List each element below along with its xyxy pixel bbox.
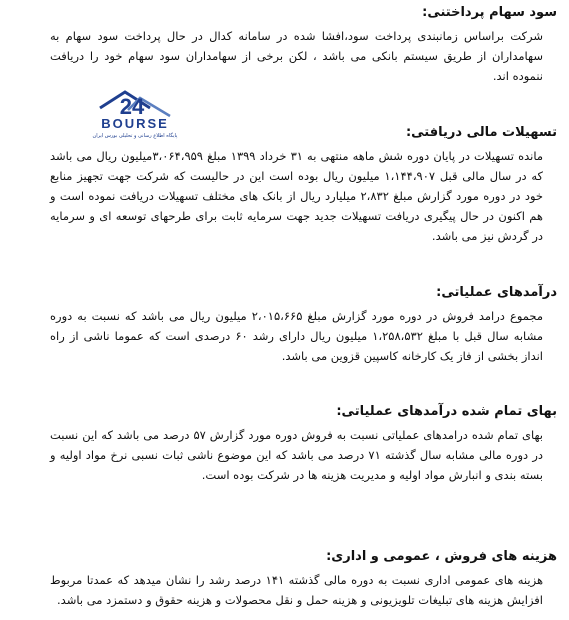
section-paragraph: مانده تسهیلات در پایان دوره شش ماهه منتهی به ۳۱ خرداد ۱۳۹۹ مبلغ ۳،۰۶۴،۹۵۹میلیون ریال می باشد که در سال مالی قبل ۱،۱۴۴،۹۰۷ میلیون ریال بوده است این در حالیست که شرکت جهت تجهیز منابع خود در دوره مورد گزارش مبلغ ۲،۸۳۲ میلیارد ریال از بانک های مختلف تسهیلات دریافت نموده است و هم اکنون در حال پیگیری دریافت تسهیلات جدید جهت سرمایه ثابت برای طرحهای توسعه ای و سرمایه در گردش نیز می باشد. — [50, 149, 543, 243]
section-heading: درآمدهای عملیاتی: — [436, 285, 557, 300]
section-sga-expenses — [10, 548, 557, 610]
section-loans-received — [10, 124, 557, 246]
section-heading: هزینه های فروش ، عمومی و اداری: — [326, 549, 557, 564]
section-heading: تسهیلات مالی دریافتی: — [405, 125, 557, 140]
logo-wordmark: BOURSE — [101, 116, 169, 131]
section-paragraph: بهای تمام شده درامدهای عملیاتی نسبت به فروش دوره مورد گزارش ۵۷ درصد می باشد که این نسبت در دوره مالی مشابه سال گذشته ۷۱ درصد می باشد که این موضوع ناشی ثبات نسبی نرخ مواد اولیه و بسته بندی و انبارش مواد اولیه و مدیریت هزینه ها در شرکت بوده است. — [50, 428, 544, 482]
section-operating-revenue — [10, 284, 557, 366]
section-paragraph: مجموع درامد فروش در دوره مورد گزارش مبلغ ۲،۰۱۵،۶۶۵ میلیون ریال می باشد که نسبت به دوره مشابه سال قبل با مبلغ ۱،۲۵۸،۵۳۲ میلیون ریال دارای رشد ۶۰ درصدی است که عموما ناشی از راه انداز بخشی از فاز یک کارخانه کاسپین قزوین می باشد. — [50, 309, 543, 363]
section-cost-of-revenue — [10, 403, 557, 485]
section-paragraph: هزینه های عمومی اداری نسبت به دوره مالی گذشته ۱۴۱ درصد رشد را نشان میدهد که عمدتا مربوط افزایش هزینه های تبلیغات تلویزیونی و هزینه حمل و نقل محصولات و هزینه حقوق و دستمزد می باشد. — [50, 573, 544, 607]
section-heading: سود سهام پرداختنی: — [422, 5, 557, 20]
logo-number: 24 — [119, 94, 145, 119]
section-dividends-payable — [10, 4, 557, 86]
section-heading: بهای تمام شده درآمدهای عملیاتی: — [336, 404, 557, 419]
logo-tagline: پایگاه اطلاع رسانی و تحلیلی بورس ایران — [92, 133, 178, 139]
section-paragraph: شرکت براساس زمانبندی پرداخت سود،افشا شده در سامانه کدال در حال پرداخت سود سهام به سهامداران از طریق سیستم بانکی می باشد ، لکن برخی از سهامداران سود سهام خود را دریافت ننموده اند. — [50, 29, 543, 83]
